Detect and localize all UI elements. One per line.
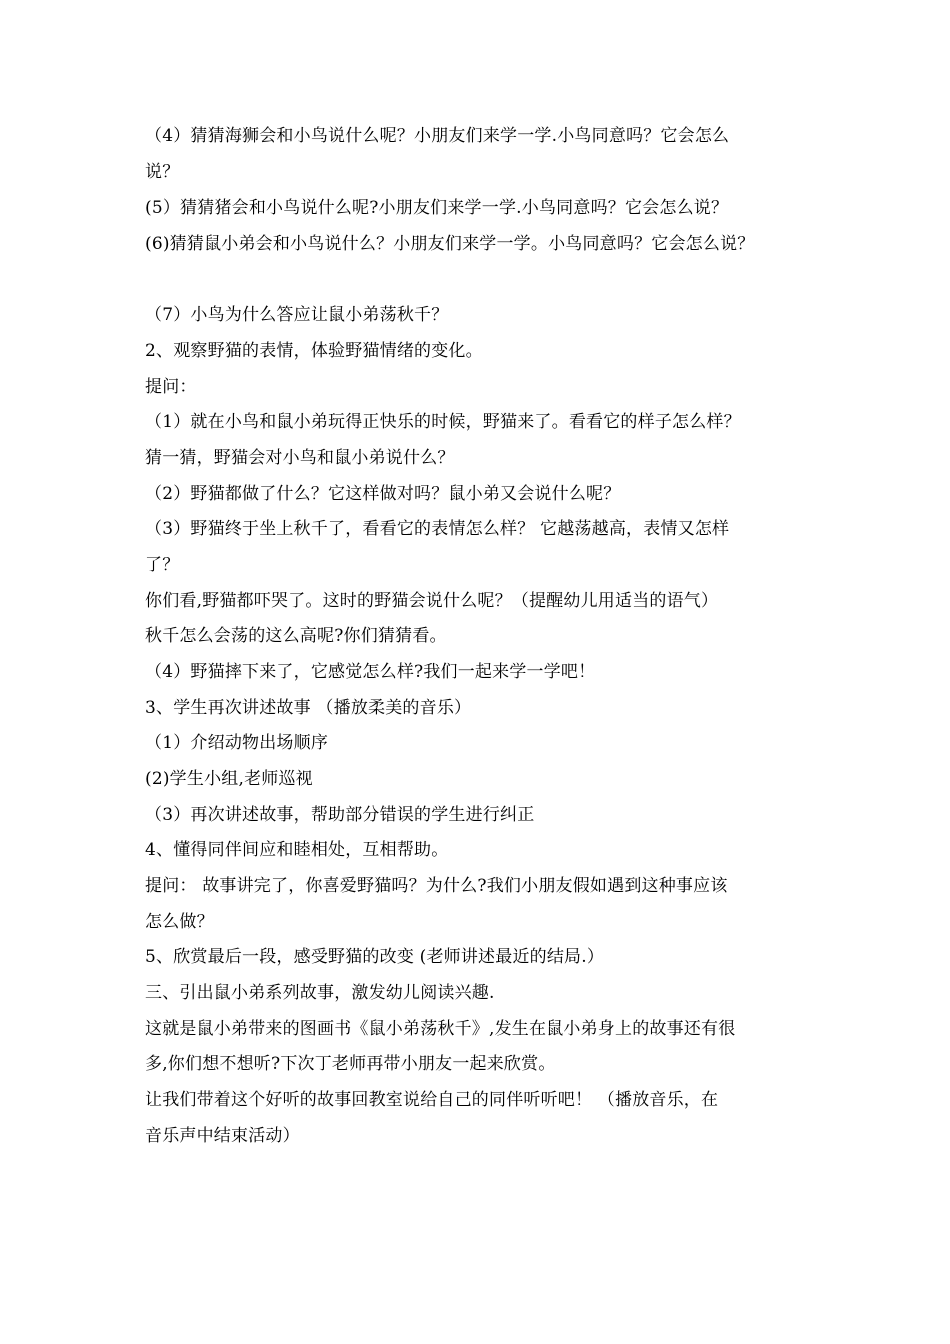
text-line: 5、欣赏最后一段，感受野猫的改变 (老师讲述最近的结局.） <box>145 947 605 967</box>
text-line: （3）野猫终于坐上秋千了，看看它的表情怎么样？ 它越荡越高，表情又怎样 <box>145 519 730 539</box>
text-line: （2）野猫都做了什么？它这样做对吗？鼠小弟又会说什么呢？ <box>145 484 621 504</box>
text-line: （1）就在小鸟和鼠小弟玩得正快乐的时候，野猫来了。看看它的样子怎么样？ <box>145 412 741 432</box>
text-line: （4）野猫摔下来了，它感觉怎么样?我们一起来学一学吧！ <box>145 662 596 682</box>
text-line: 了？ <box>145 555 180 575</box>
text-line: 让我们带着这个好听的故事回教室说给自己的同伴听听吧！ （播放音乐，在 <box>145 1090 719 1110</box>
text-line: 提问： <box>145 377 197 397</box>
text-line: 3、学生再次讲述故事 （播放柔美的音乐） <box>145 698 472 718</box>
text-line: （1）介绍动物出场顺序 <box>145 733 329 753</box>
text-line: （3）再次讲述故事，帮助部分错误的学生进行纠正 <box>145 805 535 825</box>
text-line: 说？ <box>145 162 180 182</box>
text-line: （7）小鸟为什么答应让鼠小弟荡秋千？ <box>145 305 449 325</box>
text-line: 2、观察野猫的表情，体验野猫情绪的变化。 <box>145 341 483 361</box>
text-line: (6)猜猜鼠小弟会和小鸟说什么？小朋友们来学一学。小鸟同意吗？它会怎么说？ <box>145 234 755 254</box>
text-line: 这就是鼠小弟带来的图画书《鼠小弟荡秋千》,发生在鼠小弟身上的故事还有很 <box>145 1019 736 1039</box>
text-line: 多,你们想不想听?下次丁老师再带小朋友一起来欣赏。 <box>145 1054 556 1074</box>
text-line: （4）猜猜海狮会和小鸟说什么呢？小朋友们来学一学.小鸟同意吗？它会怎么 <box>145 126 730 146</box>
text-line: 猜一猜，野猫会对小鸟和鼠小弟说什么？ <box>145 448 455 468</box>
text-line: 秋千怎么会荡的这么高呢?你们猜猜看。 <box>145 626 447 646</box>
text-line: 音乐声中结束活动） <box>145 1126 300 1146</box>
text-line: 你们看,野猫都吓哭了。这时的野猫会说什么呢？（提醒幼儿用适当的语气） <box>145 591 719 611</box>
text-line: 提问： 故事讲完了，你喜爱野猫吗？为什么?我们小朋友假如遇到这种事应该 <box>145 876 728 896</box>
text-line: (5）猜猜猪会和小鸟说什么呢?小朋友们来学一学.小鸟同意吗？它会怎么说？ <box>145 198 729 218</box>
text-line: 怎么做？ <box>145 912 214 932</box>
text-line: (2)学生小组,老师巡视 <box>145 769 313 789</box>
text-line: 4、懂得同伴间应和睦相处，互相帮助。 <box>145 840 449 860</box>
text-line: 三、引出鼠小弟系列故事，激发幼儿阅读兴趣. <box>145 983 495 1003</box>
